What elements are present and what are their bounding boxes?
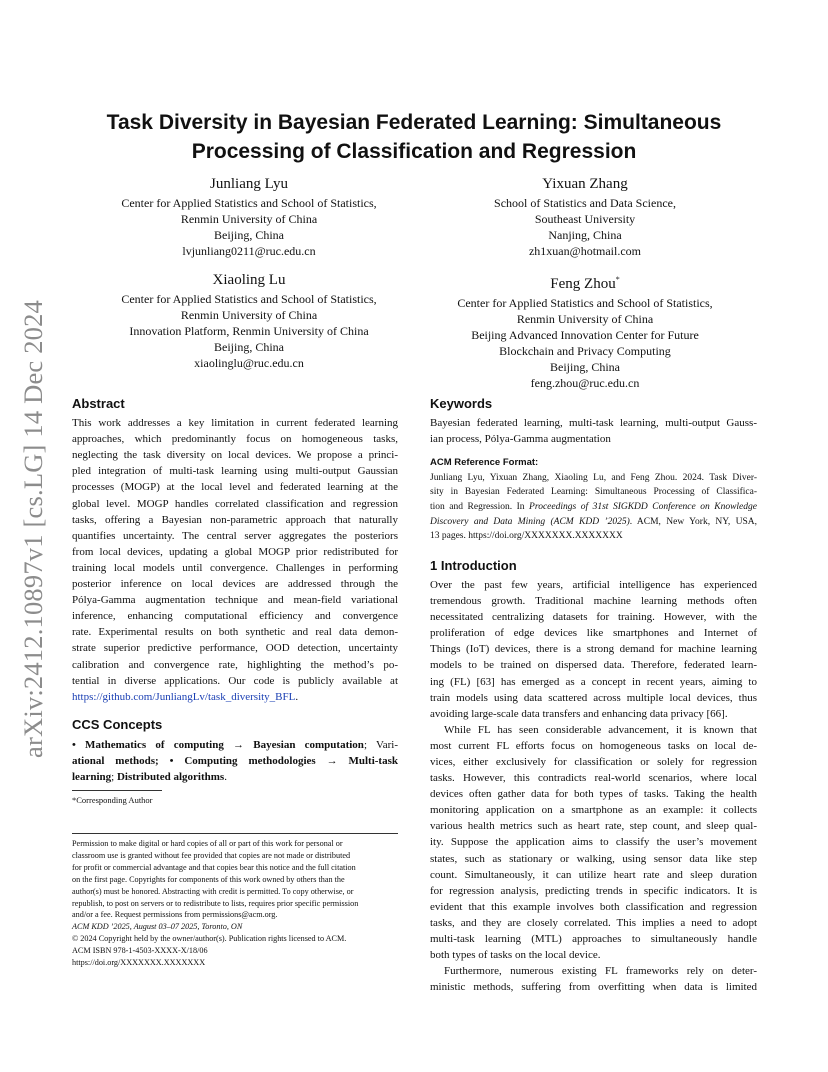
author-block-3 (72, 270, 426, 371)
introduction-heading: 1 Introduction (430, 557, 517, 573)
abstract-line: https://github.com/JunliangLv/task_diversity_BFL. (72, 690, 299, 703)
code-repository-link[interactable]: https://github.com/JunliangLv/task_diversity_BFL (72, 690, 296, 703)
author-name: Xiaoling Lu (212, 272, 286, 288)
title-line-1: Task Diversity in Bayesian Federated Learning: Simultaneous (106, 111, 722, 134)
corresponding-author-footnote: *Corresponding Author (72, 795, 153, 805)
abstract-line: inference, enhancing computational efficiency and convergence (72, 610, 398, 623)
author-affiliation: Blockchain and Privacy Computing (499, 344, 671, 358)
ccs-heading: CCS Concepts (72, 716, 163, 732)
abstract-line: tential in diverse applications. Our code is publicly available at (72, 674, 398, 687)
permission-divider (72, 833, 398, 834)
left-column (72, 396, 398, 785)
ccs-body: • Mathematics of computing → Bayesian computation; Vari- ational methods; • Computing methodologies → Multi-task learning; Distributed algorithms. (72, 738, 398, 784)
intro-paragraph-3: Furthermore, numerous existing FL frameworks rely on deter- ministic methods, suffering from overfitting when data is limited (430, 965, 757, 994)
isbn-line: ACM ISBN 978-1-4503-XXXX-X/18/06 (72, 946, 208, 956)
author-affiliation: School of Statistics and Data Science, (494, 196, 676, 210)
author-block-4 (408, 270, 762, 391)
arxiv-identifier: arXiv:2412.10897v1 [cs.LG] 14 Dec 2024 (18, 299, 48, 758)
keywords-line: ian process, Pólya-Gamma augmentation (430, 433, 611, 446)
author-affiliation: Center for Applied Statistics and School of Statistics, (121, 292, 377, 306)
author-location: Nanjing, China (548, 228, 622, 242)
abstract-line: Pólya-Gamma augmentation technique and mean-field variational (72, 594, 398, 607)
author-location: Beijing, China (214, 228, 284, 242)
author-affiliation: Innovation Platform, Renmin University of China (129, 324, 369, 338)
permission-block: Permission to make digital or hard copies of all or part of this work for personal or classroom use is granted without fee provided that copies are not made or distributed for profit or commercial advantage and that copies bear this notice and the full citation on the first page. Copyrights for components of this work owned by others than the author(s) must be honored. Abstracting with credit is permitted. To copy otherwise, or republish, to post on servers or to redistribute to lists, requires prior specific permission and/or a fee. Request permissions from permissions@acm.org. ACM KDD ’2025, August 03–07 2025, Toronto, ON © 2024 Copyright held by the owner/author(s). Publication rights licensed to ACM. ACM ISBN 978-1-4503-XXXX-X/18/06 https://doi.org/XXXXXXX.XXXXXXX (72, 838, 398, 969)
abstract-line: approaches, which predominantly focus on homogeneous tasks, (72, 433, 398, 446)
abstract-line: pled integration of multi-task learning using multi-output Gaussian (72, 465, 398, 478)
abstract-line: rate. Experimental results on both synthetic and real data demon- (72, 626, 398, 639)
author-affiliation: Center for Applied Statistics and School of Statistics, (457, 296, 713, 310)
abstract-line: tasks, offering a Bayesian non-parametric approach that naturally (72, 513, 398, 526)
doi-line: https://doi.org/XXXXXXX.XXXXXXX (72, 958, 206, 968)
abstract-line: This work addresses a key limitation in current federated learning (72, 417, 398, 430)
author-block-1 (72, 174, 426, 259)
paper-title (72, 108, 756, 166)
conference-line: ACM KDD ’2025, August 03–07 2025, Toronto, ON (72, 922, 243, 932)
author-affiliation: Beijing Advanced Innovation Center for Future (471, 328, 699, 342)
reference-format-heading: ACM Reference Format: (430, 457, 539, 469)
abstract-line: quantifies uncertainty. The central server aggregates the posteriors (72, 529, 398, 542)
reference-format: ACM Reference Format: Junliang Lyu, Yixuan Zhang, Xiaoling Lu, and Feng Zhou. 2024. Task Diver- sity in Bayesian Federated Learning: Simultaneous Processing of Classifica- tion and Regression. In Proceedings of 31st SIGKDD Conference on Knowledge Discovery and Data Mining (ACM KDD ’2025). ACM, New York, NY, USA, 13 pages. https://doi.org/XXXXXXX.XXXXXXX (430, 457, 757, 542)
author-email: lvjunliang0211@ruc.edu.cn (182, 244, 316, 258)
corresponding-mark: * (615, 275, 620, 284)
abstract-body (72, 415, 398, 705)
author-location: Beijing, China (214, 340, 284, 354)
abstract-line: posterior inference on local devices are addressed through the (72, 578, 398, 591)
abstract-line: neglecting the task diversity on local devices. We propose a princi- (72, 449, 398, 462)
abstract-line: calibration and convergence rate, highlighting the method’s po- (72, 658, 398, 671)
footnote-divider (72, 790, 162, 791)
author-name: Yixuan Zhang (542, 176, 628, 192)
author-email: feng.zhou@ruc.edu.cn (530, 376, 640, 390)
author-name: Feng Zhou* (550, 275, 620, 292)
author-affiliation: Renmin University of China (180, 212, 318, 226)
intro-paragraph-2: While FL has seen considerable advancement, it is known that most current FL efforts focus on homogeneous tasks on local de- vices, either exclusively for classification or solely for regression tasks. However, this contradicts real-world scenarios, where local devices often gather data for both types of tasks. Taking the health monitoring application on a smartphone as an example: it collects various health metrics such as heart rate, step count, and sleep qual- ity. Suppose the application aims to classify the user’s movement states, such as stationary or walking, using sensor data like step count. Simultaneously, it can utilize heart rate and sleep duration for regression analysis, predicting trends in specific indicators. It is evident that this example involves both classification and regression tasks, and they are closely correlated. This implies a need to adopt multi-task learning (MTL) approaches to simultaneously handle both types of tasks on the local device. (430, 723, 757, 962)
abstract-line: processes (MOGP) at the local level and federated learning at the (72, 481, 398, 494)
abstract-line: from local devices, updating a global MOGP prior redistributed for (72, 545, 398, 558)
abstract-line: global level. MOGP handles correlated classification and regression (72, 497, 398, 510)
abstract-line: training local models until convergence. Challenges in performing (72, 561, 398, 574)
author-affiliation: Renmin University of China (516, 312, 654, 326)
copyright-line: © 2024 Copyright held by the owner/author(s). Publication rights licensed to ACM. (72, 934, 347, 944)
keywords-heading: Keywords (430, 396, 493, 411)
author-block-2 (408, 174, 762, 259)
abstract-line: strate superior predictive performance, OOD detection, uncertainty (72, 642, 398, 655)
author-affiliation: Center for Applied Statistics and School of Statistics, (121, 196, 377, 210)
author-email: xiaolinglu@ruc.edu.cn (194, 356, 304, 370)
author-email: zh1xuan@hotmail.com (528, 244, 642, 258)
title-line-2: Processing of Classification and Regression (191, 140, 637, 163)
abstract-heading: Abstract (72, 396, 125, 411)
author-affiliation: Southeast University (534, 212, 636, 226)
author-name: Junliang Lyu (210, 176, 288, 192)
author-affiliation: Renmin University of China (180, 308, 318, 322)
author-location: Beijing, China (550, 360, 620, 374)
intro-paragraph-1: Over the past few years, artificial intelligence has experienced tremendous growth. Traditional machine learning methods often necessitated centralizing datasets for training. However, with the proliferation of edge devices like smartphones and Internet of Things (IoT) devices, there is a strong demand for machine learning models to be trained on dispersed data. Therefore, federated learn- ing (FL) [63] has emerged as a concept in recent years, aiming to train models using data scattered across multiple local devices, thus avoiding large-scale data transfers and enhancing data privacy [66]. (430, 578, 757, 720)
right-column (430, 396, 757, 995)
keywords-line: Bayesian federated learning, multi-task learning, multi-output Gauss- (430, 417, 757, 430)
